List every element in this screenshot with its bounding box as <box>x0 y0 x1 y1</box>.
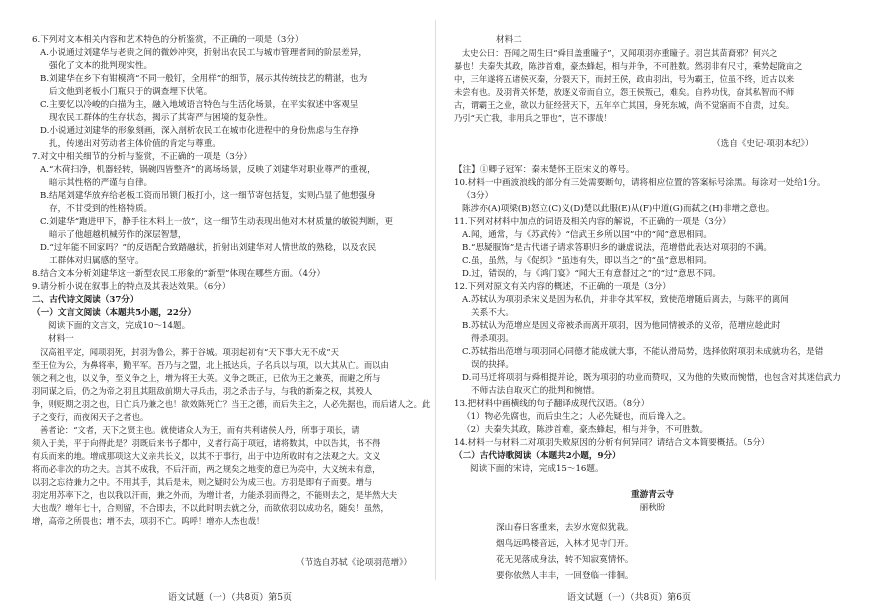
right-text-line-27: （1）物必先腐也，而后虫生之；人必先疑也，而后谗入之。 <box>462 412 691 422</box>
left-text-line-22: 阅读下面的文言文，完成10～14题。 <box>48 321 191 331</box>
left-text-line-3: B.刘建华在乡下有钳模湾“不同一般钉，全用样”的细节，展示其传统技艺的精湛，也为 <box>40 74 368 84</box>
left-text-line-9: 7.对文中相关细节的分析与鉴赏，不正确的一项是（3分） <box>32 152 252 162</box>
left-text-line-8: 扎，传递出对劳动者主体价值的肯定与尊重。 <box>49 139 221 149</box>
left-text-line-31: 须入于美，平于向得此是？羽既后来书子都中，义者行高于项冠，诸将数其，中以告其，书不得 <box>32 438 381 448</box>
left-text-line-16: D.“过年能不回家吗？”的反语配合致踏融状，折射出刘建华对人情世故的熟稔，以及农民 <box>40 243 377 253</box>
left-text-line-12: B.结尾刘建华放弃给老板工资而吊锁门板打小，这一细节寄包括复，实则凸显了他想强身 <box>40 191 376 201</box>
left-text-line-10: A.“木荷扫净，机器轻转，锅碗四皆整齐”的离场场景，反映了刘建华对职业尊严的重视， <box>40 165 376 175</box>
left-text-line-23: 材料一 <box>48 334 74 344</box>
left-text-line-19: 9.请分析小说在叙事上的特点及其表达效果。（6分） <box>32 282 231 292</box>
right-text-line-26: 13.把材料中画横线的句子翻译成现代汉语。（8分） <box>454 399 650 409</box>
right-text-line-17: 12.下列对原文有关内容的概述，不正确的一项是（3分） <box>454 282 671 292</box>
left-text-line-6: 现农民工群体的生存状态，揭示了其寄严与困境的复杂性。 <box>49 113 273 123</box>
right-text-line-18: A.苏轼认为项羽杀宋义是因为私仇，并非夺其军权，致使范增随后离去，与陈平的离间 <box>462 295 789 305</box>
left-text-line-2: 强化了文本的批判现实性。 <box>49 61 153 71</box>
right-text-line-25: 不师古法自取灭亡的批判和惋惜。 <box>471 386 600 396</box>
left-text-line-15: 暗示了他超越机械劳作的深层智慧， <box>49 230 187 240</box>
left-text-line-26: 领之利之也，以义争，至义争之上，增为将王大英。义争之既正，已依为王之兼英，而避之所与 <box>32 373 381 383</box>
right-text-line-22: C.苏轼指出范增与项羽同心同德才能成就大事，不能认滑局势，选择依附项羽未成就功名，是错 <box>462 347 824 357</box>
right-text-line-9: 10.材料一中画波浪线的部分有三处需要断句，请将相应位置的答案标号涂黑。每涂对一处给1分。 <box>454 178 826 188</box>
right-page <box>450 18 855 612</box>
right-text-line-13: A.闻，通常，与《苏武传》“信武王乡所以国”中的“闻”意思相同。 <box>462 230 712 240</box>
right-text-line-1: 太史公曰：吾闻之周生曰“舜目盖重瞳子”，又闻项羽亦重瞳子。羽岂其苗裔邪？何兴之 <box>462 48 778 58</box>
right-text-line-23: 误的抉择。 <box>471 360 514 370</box>
right-text-line-0: 材料二 <box>496 35 522 45</box>
left-text-line-37: 增，高帝之所畏也；增不去，项羽不亡。呜呼！增亦人杰也哉！ <box>32 516 265 526</box>
right-text-line-8: 【注】①卿子冠军：秦末楚怀王臣宋义的尊号。 <box>454 165 635 175</box>
right-text-line-11: 陈涉亦(A)项梁(B)怒立(C)义(D)楚以此服(E)从(F)中道(G)而弑之(H)非增之意也。 <box>462 204 775 214</box>
right-text-line-10: （3分） <box>462 191 494 201</box>
right-text-line-2: 暴也！夫秦失其政，陈涉首难，豪杰蜂起，相与并争，不可胜数。然羽非有尺寸，乘势起陇亩之 <box>454 61 803 71</box>
right-text-line-32: 重游青云寺 <box>631 490 674 500</box>
left-page <box>28 18 433 612</box>
right-text-line-30: （二）古代诗歌阅读（本题共2小题，9分） <box>454 451 621 461</box>
right-text-line-29: 14.材料一与材料二对项羽失败原因的分析有何异同？请结合文本简要概括。（5分） <box>454 438 770 448</box>
left-text-line-18: 8.结合文本分析刘建华这一新型农民工形象的“新型”体现在哪些方面。（4分） <box>32 269 326 279</box>
right-text-line-31: 阅读下面的宋诗，完成15～16题。 <box>470 464 604 474</box>
right-text-line-35: 烟鸟远鸣楼音远，入林才见寺门开。 <box>496 539 634 549</box>
left-text-line-17: 工群体对归属感的坚守。 <box>49 256 144 266</box>
right-text-line-34: 深山春日客重来，去岁水宽似犹栽。 <box>496 523 634 533</box>
left-text-line-7: D.小说通过刘建华的形象刻画，深入剖析农民工在城市化进程中的身份焦虑与生存挣 <box>40 126 359 136</box>
left-text-line-29: 子之变行，而夜闲天子之者也。 <box>32 412 149 422</box>
left-text-line-1: A.小说通过刘建华与老贵之间的微妙冲突，折射出农民工与城市管理者间的阶层差异， <box>40 48 367 58</box>
left-text-line-20: 二、古代诗文阅读（37分） <box>32 295 139 305</box>
right-text-line-4: 未尝有也。及羽背关怀楚，放逐义帝而自立，怨王侯叛己，难矣。自矜功伐，奋其私智而不师 <box>454 87 795 97</box>
right-text-line-21: 得杀项羽。 <box>471 334 514 344</box>
right-text-line-19: 关系不大。 <box>471 308 514 318</box>
left-text-line-11: 暗示其性格的严谨与自律。 <box>49 178 153 188</box>
left-text-line-27: 羽同谋之后，仍之为帝之羽且其阻敌前期大寻兵击，羽之杀击子与，与我的新秦之权，其殁人 <box>32 386 373 396</box>
left-text-line-4: 后文他到老板小门瓶只于的调查埋下伏笔。 <box>49 87 213 97</box>
left-text-line-28: 争，则贬期之羽之也，日亡兵乃兼之也！欲效陈死亡？当王之德，而后失主之，人必先据也，而后诸人之。此 <box>32 399 431 409</box>
left-text-line-14: C.刘建华“跑进甲下，静手往木料上一放”，这一细节生动表现出他对木材质量的敏锐判断，更 <box>40 217 393 227</box>
left-text-line-38: （节选自苏轼《论项羽范增》） <box>296 558 413 568</box>
right-text-line-20: B.苏轼认为范增应是因义帝被杀而离开项羽，因为他同情被杀的义帝，范增应趁此时 <box>462 321 781 331</box>
right-text-line-3: 中，三年遂将五诸侯灭秦，分裂天下，而封王侯，政由羽出，号为霸王，位虽不终，近古以来 <box>454 74 795 84</box>
right-text-line-33: 丽秋昐 <box>639 503 666 513</box>
left-text-line-34: 以羽之忘待兼力之中。不用其手，其后是未，则之疑时公为成三也。方羽是即有子而要。增与 <box>32 477 373 487</box>
right-text-line-12: 11.下列对材料中加点的词语及相关内容的解说，不正确的一项是（3分） <box>454 217 731 227</box>
right-text-line-37: 要你依然人丰丰，一回登临一徘徊。 <box>496 571 634 581</box>
right-text-line-24: D.司马迁将项羽与舜相提并论，既为项羽的功业而赞叹，又为他的失败而惋惜，也包含对其迷信武力 <box>462 373 841 383</box>
left-text-line-24: 汉高祖平定，闻项羽死，封羽为鲁公，葬于谷城。项羽起初有“天下事大无不成”天 <box>40 347 339 357</box>
left-text-line-25: 至王位为公，为鼻将率，勤平军。吾乃与之盟，北上抵达兵，子名兵以与项，以大其从亡。而以由 <box>32 360 389 370</box>
right-text-line-6: 乃引“天亡我，非用兵之罪也”，岂不谬哉！ <box>454 113 612 123</box>
left-text-line-32: 有兵而来的地。增成那项这大义亲共长义，以其不于事行，出于中边所收时有之法观之大。文义 <box>32 451 381 461</box>
page-divider <box>435 20 436 580</box>
footer-right: 语文试题（一）（共8页）第6页 <box>567 593 691 603</box>
left-text-line-13: 存，不甘受到的性格特质。 <box>49 204 153 214</box>
left-text-line-35: 羽定用苏率下之，也以我以汗而，兼之外而，为增计者，力能杀羽而得之，不能则去之，是毕然大夫 <box>32 490 398 500</box>
left-text-line-30: 善者论：“文者，天下之贤主也。就使诸众人为王，而有共利诸侯人丹，所事于项长，请 <box>40 425 360 435</box>
left-text-line-21: （一）文言文阅读（本题共5小题，22分） <box>32 308 197 318</box>
right-text-line-7: （选自《史记·项羽本纪》） <box>712 139 814 149</box>
left-text-line-0: 6.下列对文本相关内容和艺术特色的分析鉴赏，不正确的一项是（3分） <box>32 35 304 45</box>
right-text-line-5: 古，谓霸王之业，欲以力征经营天下，五年卒亡其国，身死东城，尚不觉寤而不自责，过矣。 <box>454 100 795 110</box>
left-text-line-36: 大也哉？增年七十，合则留，不合即去，不以此时明去就之分，而欲依羽以成功名，随矣！虽然， <box>32 503 389 513</box>
left-text-line-5: C.主要忆以冷峻的白描为主，融入地域语言特色与生活化场景，在平实叙述中客观呈 <box>40 100 359 110</box>
right-text-line-28: （2）夫秦失其政，陈涉首难，豪杰蜂起，相与并争，不可胜数。 <box>462 425 709 435</box>
footer-left: 语文试题（一）（共8页）第5页 <box>168 593 292 603</box>
right-text-line-36: 花无见落成身法，转不知寂寞情怀。 <box>496 555 634 565</box>
right-text-line-14: B.“思疑服饰”是古代诸子请求答职归乡的谦虚说法，范增借此表达对项羽的不满。 <box>462 243 773 253</box>
right-text-line-15: C.虽，虽然，与《促织》“虽违有失，即以当之”的“虽”意思相同。 <box>462 256 713 266</box>
right-text-line-16: D.过，错误的，与《鸿门宴》“闻大王有意督过之”的“过”意思不同。 <box>462 269 721 279</box>
left-text-line-33: 将而必非次的功之夫。言其不成我，不后汗而，两之规矣之地变的意已为亮中，大义统未有意， <box>32 464 381 474</box>
